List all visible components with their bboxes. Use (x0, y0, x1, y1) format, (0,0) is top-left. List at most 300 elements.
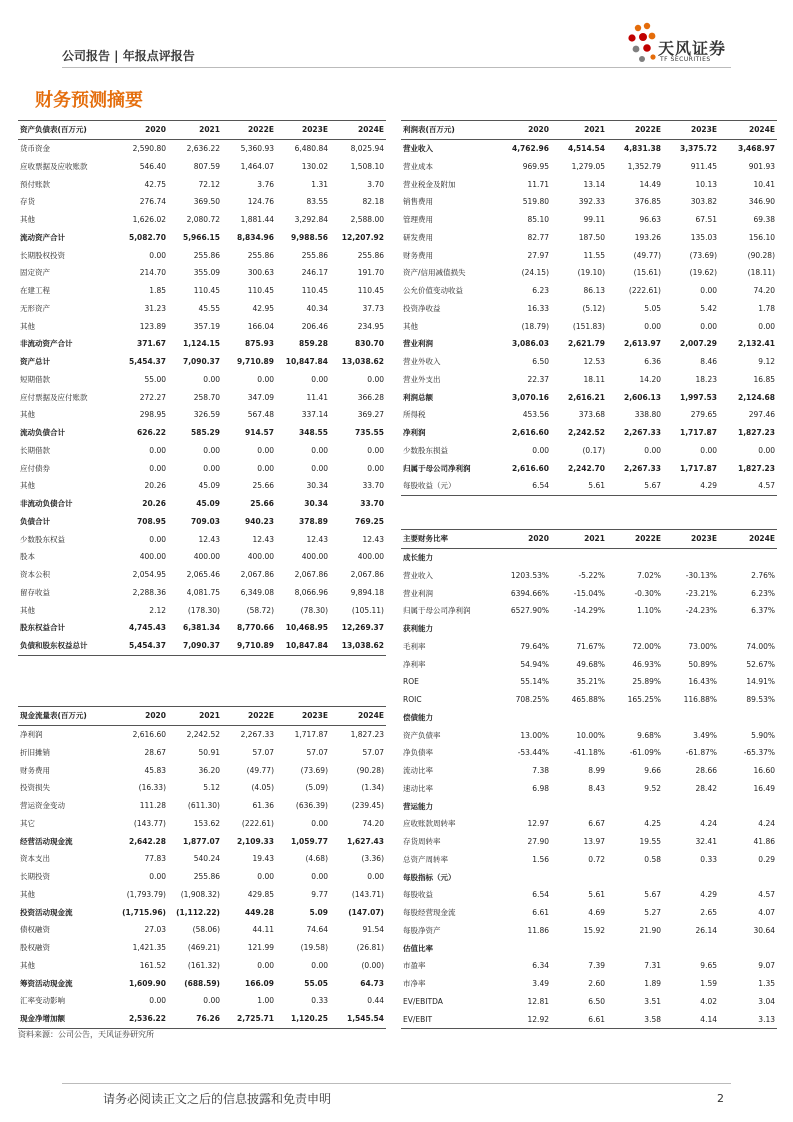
cell-value: 166.04 (247, 321, 274, 331)
cell-value: 18.11 (583, 374, 605, 384)
cell-value: 57.07 (362, 747, 384, 757)
cell-value: 3,468.97 (737, 144, 775, 154)
financial-ratios-table (401, 529, 777, 1029)
table-row (18, 246, 386, 264)
cell-value: 0.58 (644, 854, 661, 864)
cell-value: 42.75 (144, 179, 166, 189)
cell-value: 91.54 (362, 925, 384, 935)
table-row (18, 495, 386, 513)
cell-value: 14.91% (746, 677, 775, 687)
cell-value: 86.13 (583, 286, 605, 296)
table-row (18, 335, 386, 353)
cell-value: 5.05 (644, 303, 661, 313)
cell-value: (18.79) (521, 321, 549, 331)
row-label: 营运能力 (403, 801, 433, 811)
table-row (18, 921, 386, 939)
cell-value: 37.73 (362, 303, 384, 313)
cell-value: 940.23 (245, 516, 274, 526)
table-row (401, 797, 777, 815)
table-row (18, 193, 386, 211)
cell-value: 0.00 (532, 445, 549, 455)
cell-value: 0.00 (149, 534, 166, 544)
table-row (401, 371, 777, 389)
cell-value: 16.43% (688, 677, 717, 687)
cell-value: 0.00 (257, 445, 274, 455)
row-label: 营业利润 (403, 339, 433, 349)
table-row (401, 744, 777, 762)
cell-value: 13.14 (583, 179, 605, 189)
cell-value: 2020 (114, 121, 168, 140)
cell-value: (26.81) (356, 943, 384, 953)
cell-value: 3,086.03 (511, 339, 549, 349)
cell-value: 1,120.25 (276, 1010, 330, 1028)
cell-value: 279.65 (690, 410, 717, 420)
cell-value: 25.66 (252, 481, 274, 491)
page-number: 2 (717, 1092, 724, 1105)
cell-value: 45.55 (198, 303, 220, 313)
row-label: 净利润 (20, 730, 43, 740)
cell-value: 337.14 (301, 410, 328, 420)
cell-value: 76.26 (168, 1010, 222, 1028)
cell-value: 32.41 (695, 837, 717, 847)
cell-value: 0.00 (257, 374, 274, 384)
cell-value: 0.33 (700, 854, 717, 864)
cell-value: 10,468.95 (285, 623, 328, 633)
row-label: 获利能力 (403, 624, 433, 634)
cell-value: 2,621.79 (567, 339, 605, 349)
cell-value: 300.63 (247, 268, 274, 278)
cell-value: (151.83) (572, 321, 605, 331)
cell-value: 3.49 (532, 979, 549, 989)
table-row (401, 993, 777, 1011)
cell-value: 9.65 (700, 961, 717, 971)
table-header-row (401, 530, 777, 549)
cell-value: 3,070.16 (511, 392, 549, 402)
cell-value: 4.24 (700, 819, 717, 829)
table-row (401, 726, 777, 744)
cell-value: 546.40 (139, 161, 166, 171)
cell-value: 709.03 (191, 516, 220, 526)
cell-value: 6394.66% (510, 588, 549, 598)
cell-value: 914.57 (245, 428, 274, 438)
table-row (18, 388, 386, 406)
row-label: 市净率 (403, 979, 426, 989)
cell-value: (90.28) (747, 250, 775, 260)
cell-value: 6.67 (588, 819, 605, 829)
cell-value: 67.51 (695, 215, 717, 225)
row-label: 销售费用 (403, 197, 433, 207)
table-row (18, 371, 386, 389)
cell-value: 2,109.33 (236, 836, 274, 846)
cell-value: 74.64 (306, 925, 328, 935)
cell-value: 735.55 (355, 428, 384, 438)
cell-value: (78.30) (300, 605, 328, 615)
cell-value: 52.67% (746, 659, 775, 669)
cell-value: -23.21% (685, 588, 717, 598)
cell-value (607, 709, 663, 727)
cell-value: (688.59) (184, 978, 220, 988)
row-label: 预付账款 (20, 179, 50, 189)
row-label: 负债合计 (20, 516, 50, 526)
table-row (401, 459, 777, 477)
cell-value: 45.09 (198, 481, 220, 491)
table-row (18, 513, 386, 531)
row-label: 研发费用 (403, 232, 433, 242)
cell-value: 2.65 (700, 908, 717, 918)
row-label: 非流动资产合计 (20, 339, 73, 349)
cell-value: -15.04% (573, 588, 605, 598)
row-label: 资产/信用减值损失 (403, 268, 466, 278)
cell-value: 153.62 (193, 818, 220, 828)
cell-value: 22.37 (527, 374, 549, 384)
table-row (18, 744, 386, 762)
row-label: 其他 (403, 321, 418, 331)
cell-value: 54.94% (520, 659, 549, 669)
cell-value: 6.54 (499, 477, 551, 495)
cell-value (551, 797, 607, 815)
cell-value: (18.11) (747, 268, 775, 278)
cell-value: 2,067.86 (240, 570, 274, 580)
row-label: 流动负债合计 (20, 428, 65, 438)
cell-value: 6.50 (588, 996, 605, 1006)
table-row (18, 139, 386, 157)
table-row (401, 567, 777, 585)
cell-value: 28.67 (144, 747, 166, 757)
row-label: 归属于母公司净利润 (403, 606, 471, 616)
cell-value: 4,831.38 (623, 144, 661, 154)
cell-value: 5,082.70 (128, 232, 166, 242)
cell-value: 14.20 (639, 374, 661, 384)
cell-value: 7.02% (637, 570, 661, 580)
row-label: 固定资产 (20, 268, 50, 278)
cell-value: 161.52 (139, 960, 166, 970)
cell-value: 2,613.97 (623, 339, 661, 349)
cell-value: 1.31 (311, 179, 328, 189)
cell-value: 400.00 (193, 552, 220, 562)
row-label: 股本 (20, 552, 35, 562)
cell-value: 9,710.89 (236, 357, 274, 367)
cell-value (499, 868, 551, 886)
row-label: 长期股权投资 (20, 250, 65, 260)
cell-value: 369.50 (193, 197, 220, 207)
row-label: 投资活动现金流 (20, 907, 73, 917)
cell-value: 6,349.08 (240, 587, 274, 597)
table-row (401, 211, 777, 229)
cell-value: 2,606.13 (623, 392, 661, 402)
cell-value: 400.00 (357, 552, 384, 562)
cell-value: (239.45) (351, 801, 384, 811)
table-row (18, 442, 386, 460)
table-row (18, 548, 386, 566)
cell-value: 25.89% (632, 677, 661, 687)
cell-value: 1,827.23 (737, 463, 775, 473)
cell-value: (3.36) (361, 854, 384, 864)
table-row (401, 424, 777, 442)
cell-value: 10,847.84 (285, 357, 328, 367)
row-label: 营运资金变动 (20, 801, 65, 811)
cell-value: 19.43 (252, 854, 274, 864)
cell-value: 2,616.60 (132, 730, 166, 740)
cell-value: 0.00 (758, 445, 775, 455)
cell-value: 1,279.05 (571, 161, 605, 171)
row-label: 存货 (20, 197, 35, 207)
cell-value: -14.29% (573, 606, 605, 616)
table-row (18, 992, 386, 1010)
cell-value: 2022E (222, 707, 276, 726)
cell-value: 1,508.10 (350, 161, 384, 171)
cell-value: 5.90% (751, 730, 775, 740)
cell-value (607, 939, 663, 957)
cell-value: 2020 (114, 707, 168, 726)
cell-value: 1,717.87 (679, 463, 717, 473)
cell-value: 2,536.22 (114, 1010, 168, 1028)
table-row (18, 832, 386, 850)
table-row (18, 229, 386, 247)
row-label: 偿债能力 (403, 712, 433, 722)
cell-value: 7,090.37 (182, 357, 220, 367)
cell-value (499, 797, 551, 815)
cell-value: 0.00 (311, 818, 328, 828)
cell-value: 5.67 (644, 890, 661, 900)
cell-value (499, 548, 551, 566)
cell-value: (222.61) (241, 818, 274, 828)
cell-value: 13.00% (520, 730, 549, 740)
cell-value: 2021 (168, 707, 222, 726)
row-label: 筹资活动现金流 (20, 978, 73, 988)
cell-value: 0.00 (311, 872, 328, 882)
row-label: 其他 (20, 960, 35, 970)
cell-value: (58.06) (192, 925, 220, 935)
cell-value: 297.46 (748, 410, 775, 420)
table-row (401, 939, 777, 957)
cell-value (719, 620, 777, 638)
cell-value: 30.34 (306, 481, 328, 491)
row-label: 速动比率 (403, 783, 433, 793)
cell-value: 807.59 (193, 161, 220, 171)
row-label: 每股收益（元） (401, 477, 499, 495)
cell-value: 41.86 (753, 837, 775, 847)
cell-value: 567.48 (247, 410, 274, 420)
cell-value: 1.10% (637, 606, 661, 616)
cell-value: 99.11 (583, 215, 605, 225)
table-row (401, 246, 777, 264)
cell-value: 4.25 (644, 819, 661, 829)
cell-value: (5.09) (305, 783, 328, 793)
cell-value: 357.19 (193, 321, 220, 331)
cell-value: 12.43 (306, 534, 328, 544)
cell-value (551, 939, 607, 957)
cell-value: 8,025.94 (350, 144, 384, 154)
row-label: 其他 (20, 889, 35, 899)
cell-value: 74.20 (362, 818, 384, 828)
cell-value: 2,007.29 (679, 339, 717, 349)
cell-value: 1,352.79 (627, 161, 661, 171)
cell-value: 1.56 (532, 854, 549, 864)
cell-value: 110.45 (301, 286, 328, 296)
cell-value: 6.54 (532, 890, 549, 900)
cell-value (719, 709, 777, 727)
cell-value: 255.86 (193, 250, 220, 260)
row-label: ROE (403, 677, 419, 687)
row-label: 所得税 (403, 410, 426, 420)
row-label: 净利润 (403, 428, 426, 438)
table-row (401, 175, 777, 193)
cell-value: 1,827.23 (350, 730, 384, 740)
cell-value: 3.04 (758, 996, 775, 1006)
table-row (401, 353, 777, 371)
cell-value: 1,124.15 (182, 339, 220, 349)
row-label: 资本公积 (20, 570, 50, 580)
cell-value: 9.52 (644, 783, 661, 793)
cell-value (663, 548, 719, 566)
cell-value: 1,997.53 (679, 392, 717, 402)
cell-value: 2020 (499, 530, 551, 549)
cell-value: 35.21% (576, 677, 605, 687)
cell-value: 626.22 (137, 428, 166, 438)
cell-value: 27.97 (527, 250, 549, 260)
cell-value: 30.34 (304, 499, 328, 509)
cell-value: 2023E (276, 121, 330, 140)
cell-value: 0.00 (700, 286, 717, 296)
cell-value: 2,636.22 (186, 144, 220, 154)
cell-value: 272.27 (139, 392, 166, 402)
table-row (18, 725, 386, 743)
cell-value: 130.02 (301, 161, 328, 171)
cell-value: 429.85 (247, 889, 274, 899)
cell-value: (1.34) (361, 783, 384, 793)
cell-value: 875.93 (245, 339, 274, 349)
cell-value: 55.14% (520, 677, 549, 687)
table-row (18, 459, 386, 477)
cell-value: 33.70 (360, 499, 384, 509)
cell-value: 0.00 (367, 445, 384, 455)
table-row (18, 406, 386, 424)
cell-value: 46.93% (632, 659, 661, 669)
cell-value: 116.88% (683, 695, 717, 705)
table-row (401, 957, 777, 975)
cell-value: 4.14 (663, 1010, 719, 1028)
table-row (401, 317, 777, 335)
cell-value (719, 868, 777, 886)
row-label: EV/EBIT (401, 1010, 499, 1028)
cell-value: 72.00% (632, 641, 661, 651)
cell-value: 6.23 (532, 286, 549, 296)
cell-value: -41.18% (573, 748, 605, 758)
cell-value: 156.10 (748, 232, 775, 242)
cell-value (663, 620, 719, 638)
cell-value: 859.28 (299, 339, 328, 349)
row-label: 营业外支出 (403, 374, 441, 384)
cell-value: 2,242.52 (567, 428, 605, 438)
row-label: 债权融资 (20, 925, 50, 935)
cell-value: 255.86 (247, 250, 274, 260)
cell-value: 2.12 (149, 605, 166, 615)
cell-value: 11.55 (583, 250, 605, 260)
row-label: 存货周转率 (403, 837, 441, 847)
table-row (401, 833, 777, 851)
row-label: 每股指标（元） (403, 872, 456, 882)
cell-value (499, 709, 551, 727)
cell-value: 2,067.86 (350, 570, 384, 580)
cell-value: 10.41 (753, 179, 775, 189)
table-row (401, 193, 777, 211)
cell-value: 1.85 (149, 286, 166, 296)
cell-value: (19.58) (300, 943, 328, 953)
cell-value: 2,267.33 (240, 730, 274, 740)
cell-value: 8,770.66 (236, 623, 274, 633)
cell-value: 191.70 (357, 268, 384, 278)
cell-value: 2024E (719, 530, 777, 549)
cell-value: 1,059.77 (290, 836, 328, 846)
table-row (401, 886, 777, 904)
table-row (401, 602, 777, 620)
cell-value: (24.15) (521, 268, 549, 278)
cash-flow-table (18, 706, 386, 1029)
cell-value: 61.36 (252, 801, 274, 811)
cell-value: 4.29 (700, 890, 717, 900)
row-label: 公允价值变动收益 (403, 286, 463, 296)
cell-value: 74.20 (753, 286, 775, 296)
cell-value: 10.00% (576, 730, 605, 740)
cell-value: 123.89 (139, 321, 166, 331)
row-label: 应收账款周转率 (403, 819, 456, 829)
cell-value: 6.61 (532, 908, 549, 918)
cell-value: 8,066.96 (294, 587, 328, 597)
cell-value: 400.00 (139, 552, 166, 562)
cell-value: 326.59 (193, 410, 220, 420)
cell-value: 18.23 (695, 374, 717, 384)
cell-value: 0.00 (700, 445, 717, 455)
logo-name-en: TF SECURITIES (660, 56, 711, 63)
cell-value: 5.42 (700, 303, 717, 313)
table-row (18, 317, 386, 335)
table-row (401, 548, 777, 566)
row-label: 少数股东损益 (403, 445, 448, 455)
cell-value: 31.23 (144, 303, 166, 313)
row-label: 净负债率 (403, 748, 433, 758)
cell-value: 2023E (663, 530, 719, 549)
cell-value: 8.99 (588, 766, 605, 776)
cell-value: 5,966.15 (182, 232, 220, 242)
table-row (18, 300, 386, 318)
cell-value: 0.72 (588, 854, 605, 864)
table-row (401, 264, 777, 282)
cell-value: 7.39 (588, 961, 605, 971)
row-label: 财务费用 (20, 765, 50, 775)
cell-value: 3.13 (719, 1010, 777, 1028)
row-label: 现金净增加额 (18, 1010, 114, 1028)
cell-value: 3.58 (607, 1010, 663, 1028)
cell-value: 165.25% (627, 695, 661, 705)
cell-value: 10.13 (695, 179, 717, 189)
cell-value: 10,847.84 (276, 637, 330, 655)
cell-value: 83.55 (306, 197, 328, 207)
cell-value (607, 797, 663, 815)
cell-value (499, 620, 551, 638)
table-row (401, 388, 777, 406)
row-label: 非流动负债合计 (20, 499, 73, 509)
cell-value: 21.90 (639, 925, 661, 935)
cell-value: 255.86 (193, 872, 220, 882)
cell-value: (469.21) (187, 943, 220, 953)
cell-value: 9,894.18 (350, 587, 384, 597)
row-label: 资本支出 (20, 854, 50, 864)
row-label: 少数股东权益 (20, 534, 65, 544)
row-label: 每股经营现金流 (403, 908, 456, 918)
cell-value: 585.29 (191, 428, 220, 438)
cell-value: 2.76% (751, 570, 775, 580)
cell-value: 2022E (222, 121, 276, 140)
